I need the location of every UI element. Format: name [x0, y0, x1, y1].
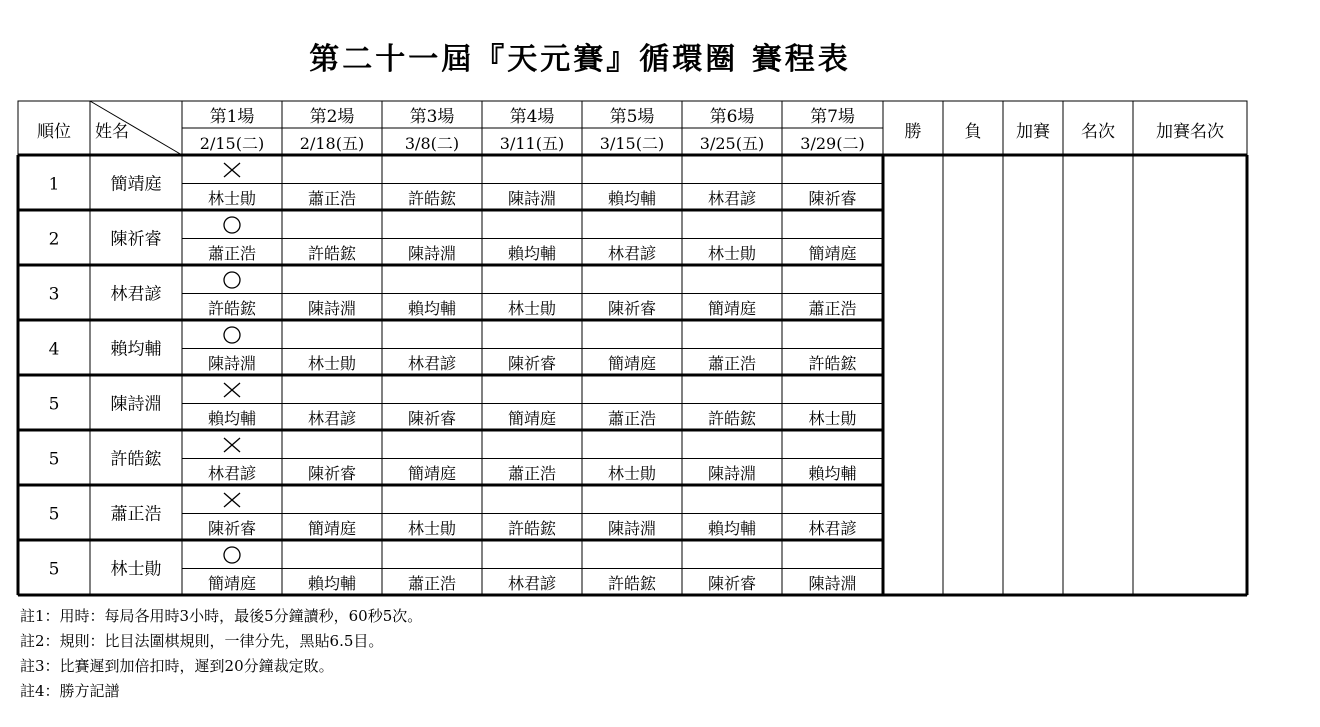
- opponent-name: 林君諺: [507, 574, 557, 593]
- player-name: 陳詩淵: [110, 394, 162, 415]
- opponent-name: 蕭正浩: [507, 464, 557, 483]
- opponent-name: 陳詩淵: [507, 189, 557, 208]
- opponent-name: 蕭正浩: [407, 574, 457, 593]
- opponent-name: 林君諺: [307, 409, 357, 428]
- header-extra-0: 勝: [904, 122, 922, 142]
- round-label: 第3場: [409, 107, 455, 127]
- player-name: 陳祈睿: [110, 229, 162, 250]
- round-label: 第4場: [509, 107, 555, 127]
- opponent-name: 蕭正浩: [207, 244, 257, 263]
- opponent-name: 賴均輔: [407, 299, 457, 318]
- opponent-name: 簡靖庭: [808, 244, 857, 263]
- opponent-name: 許皓鋐: [507, 519, 557, 538]
- opponent-name: 陳詩淵: [307, 299, 357, 318]
- opponent-name: 蕭正浩: [707, 354, 757, 373]
- opponent-name: 林士勛: [407, 519, 457, 538]
- opponent-name: 林君諺: [707, 189, 757, 208]
- player-rank: 4: [48, 339, 60, 360]
- opponent-name: 林士勛: [607, 464, 657, 483]
- opponent-name: 簡靖庭: [207, 574, 257, 593]
- opponent-name: 陳祈睿: [707, 574, 757, 593]
- round-date: 2/15(二): [199, 134, 265, 153]
- opponent-name: 賴均輔: [808, 464, 857, 483]
- round-label: 第5場: [609, 107, 655, 127]
- player-name: 賴均輔: [110, 339, 162, 360]
- round-date: 3/8(二): [404, 134, 460, 153]
- player-name: 林君諺: [110, 284, 162, 305]
- player-name: 許皓鋐: [110, 449, 162, 470]
- round-date: 3/25(五): [699, 134, 765, 153]
- opponent-name: 陳祈睿: [407, 409, 457, 428]
- round-date: 3/29(二): [800, 134, 865, 153]
- note-2: 註2：規則：比目法圍棋規則，一律分先，黑貼6.5目。: [20, 632, 384, 650]
- opponent-name: 林士勛: [207, 189, 257, 208]
- player-rank: 3: [48, 284, 60, 305]
- opponent-name: 陳祈睿: [808, 189, 857, 208]
- opponent-name: 蕭正浩: [307, 189, 357, 208]
- round-date: 3/15(二): [599, 134, 665, 153]
- win-mark-icon: [224, 217, 240, 233]
- opponent-name: 陳詩淵: [808, 574, 857, 593]
- opponent-name: 簡靖庭: [707, 299, 757, 318]
- opponent-name: 陳詩淵: [407, 244, 457, 263]
- page-title: 第二十一屆『天元賽』循環圈 賽程表: [309, 42, 851, 77]
- opponent-name: 蕭正浩: [808, 299, 857, 318]
- round-label: 第1場: [209, 107, 255, 127]
- header-extra-1: 負: [964, 122, 982, 142]
- opponent-name: 陳詩淵: [607, 519, 657, 538]
- opponent-name: 簡靖庭: [507, 409, 557, 428]
- player-name: 林士勛: [110, 559, 162, 580]
- opponent-name: 簡靖庭: [407, 464, 457, 483]
- player-rank: 5: [48, 394, 60, 415]
- player-rank: 2: [48, 229, 60, 250]
- header-name: 姓名: [95, 122, 129, 142]
- opponent-name: 許皓鋐: [808, 354, 857, 373]
- player-rank: 5: [48, 449, 60, 470]
- opponent-name: 許皓鋐: [307, 244, 357, 263]
- player-name: 簡靖庭: [110, 174, 162, 195]
- player-rank: 1: [48, 174, 60, 195]
- opponent-name: 許皓鋐: [407, 189, 457, 208]
- player-rank: 5: [48, 504, 60, 525]
- header-extra-4: 加賽名次: [1156, 122, 1224, 142]
- opponent-name: 林士勛: [707, 244, 757, 263]
- opponent-name: 賴均輔: [307, 574, 357, 593]
- opponent-name: 陳詩淵: [707, 464, 757, 483]
- opponent-name: 許皓鋐: [607, 574, 657, 593]
- opponent-name: 賴均輔: [707, 519, 757, 538]
- header-rank: 順位: [37, 122, 71, 142]
- opponent-name: 林士勛: [307, 354, 357, 373]
- round-date: 3/11(五): [499, 134, 565, 153]
- opponent-name: 林君諺: [207, 464, 257, 483]
- header-extra-2: 加賽: [1016, 122, 1050, 142]
- note-3: 註3：比賽遲到加倍扣時，遲到20分鐘裁定敗。: [20, 657, 334, 675]
- opponent-name: 林士勛: [808, 409, 857, 428]
- header-extra-3: 名次: [1081, 122, 1115, 142]
- round-label: 第7場: [810, 107, 855, 127]
- round-date: 2/18(五): [299, 134, 365, 153]
- note-4: 註4：勝方記譜: [20, 682, 120, 700]
- round-label: 第2場: [309, 107, 355, 127]
- opponent-name: 林君諺: [808, 519, 857, 538]
- opponent-name: 賴均輔: [507, 244, 557, 263]
- opponent-name: 林君諺: [407, 354, 457, 373]
- win-mark-icon: [224, 272, 240, 288]
- notes: [20, 604, 422, 704]
- opponent-name: 陳祈睿: [607, 299, 657, 318]
- opponent-name: 簡靖庭: [607, 354, 657, 373]
- win-mark-icon: [224, 547, 240, 563]
- round-label: 第6場: [709, 107, 755, 127]
- opponent-name: 林君諺: [607, 244, 657, 263]
- player-rank: 5: [48, 559, 60, 580]
- opponent-name: 賴均輔: [207, 409, 257, 428]
- opponent-name: 賴均輔: [607, 189, 657, 208]
- opponent-name: 陳詩淵: [207, 354, 257, 373]
- opponent-name: 陳祈睿: [307, 464, 357, 483]
- player-name: 蕭正浩: [110, 504, 162, 525]
- opponent-name: 許皓鋐: [207, 299, 257, 318]
- opponent-name: 蕭正浩: [607, 409, 657, 428]
- opponent-name: 陳祈睿: [507, 354, 557, 373]
- opponent-name: 許皓鋐: [707, 409, 757, 428]
- opponent-name: 林士勛: [507, 299, 557, 318]
- opponent-name: 陳祈睿: [207, 519, 257, 538]
- opponent-name: 簡靖庭: [307, 519, 357, 538]
- note-1: 註1：用時：每局各用時3小時，最後5分鐘讀秒，60秒5次。: [20, 607, 423, 625]
- win-mark-icon: [224, 327, 240, 343]
